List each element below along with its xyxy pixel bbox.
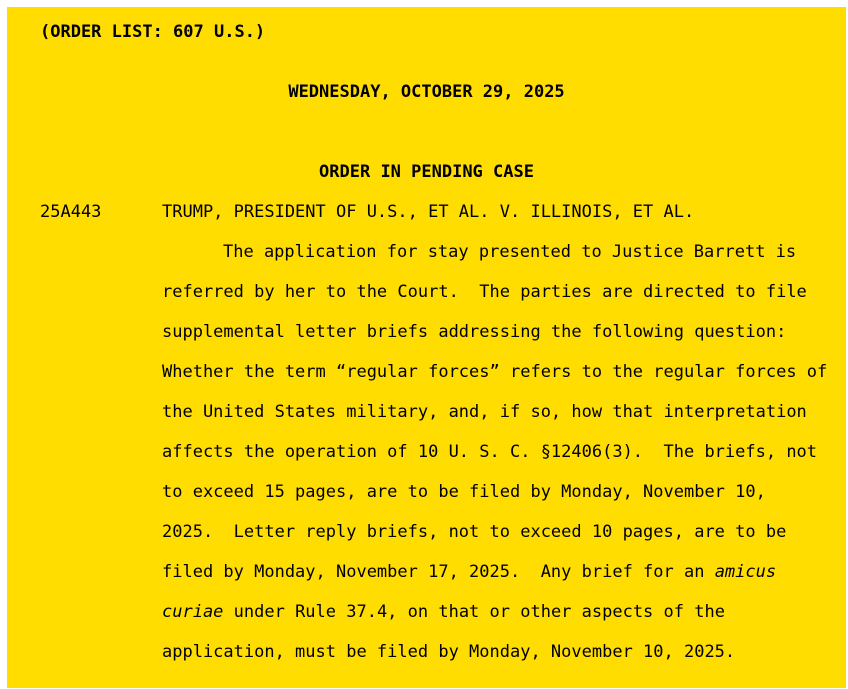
order-body-line: application, must be filed by Monday, November 10, 2025. <box>162 642 736 662</box>
body-text: filed by Monday, November 17, 2025. Any brief for an <box>162 562 715 582</box>
curiae-italic: curiae <box>162 602 224 622</box>
order-body-line: the United States military, and, if so, how that interpretation <box>162 402 807 422</box>
order-body-line: to exceed 15 pages, are to be filed by Monday, November 10, <box>162 482 766 502</box>
section-heading: ORDER IN PENDING CASE <box>319 162 534 182</box>
order-list-heading: (ORDER LIST: 607 U.S.) <box>40 22 266 42</box>
order-body-line: referred by her to the Court. The parties are directed to file <box>162 282 807 302</box>
order-body-line: The application for stay presented to Justice Barrett is <box>223 242 797 262</box>
order-page <box>7 7 846 688</box>
case-caption: TRUMP, PRESIDENT OF U.S., ET AL. V. ILLINOIS, ET AL. <box>162 202 695 222</box>
order-date: WEDNESDAY, OCTOBER 29, 2025 <box>288 82 565 102</box>
order-body-line: 2025. Letter reply briefs, not to exceed 10 pages, are to be <box>162 522 787 542</box>
order-body-line: affects the operation of 10 U. S. C. §12406(3). The briefs, not <box>162 442 818 462</box>
docket-number: 25A443 <box>40 202 102 222</box>
amicus-italic: amicus <box>714 562 777 582</box>
order-body-line: supplemental letter briefs addressing the following question: <box>162 322 787 342</box>
order-body-line <box>162 602 725 622</box>
body-text: under Rule 37.4, on that or other aspects of the <box>223 602 725 622</box>
order-body-line: Whether the term “regular forces” refers to the regular forces of <box>162 362 828 382</box>
order-body-line <box>162 562 776 582</box>
